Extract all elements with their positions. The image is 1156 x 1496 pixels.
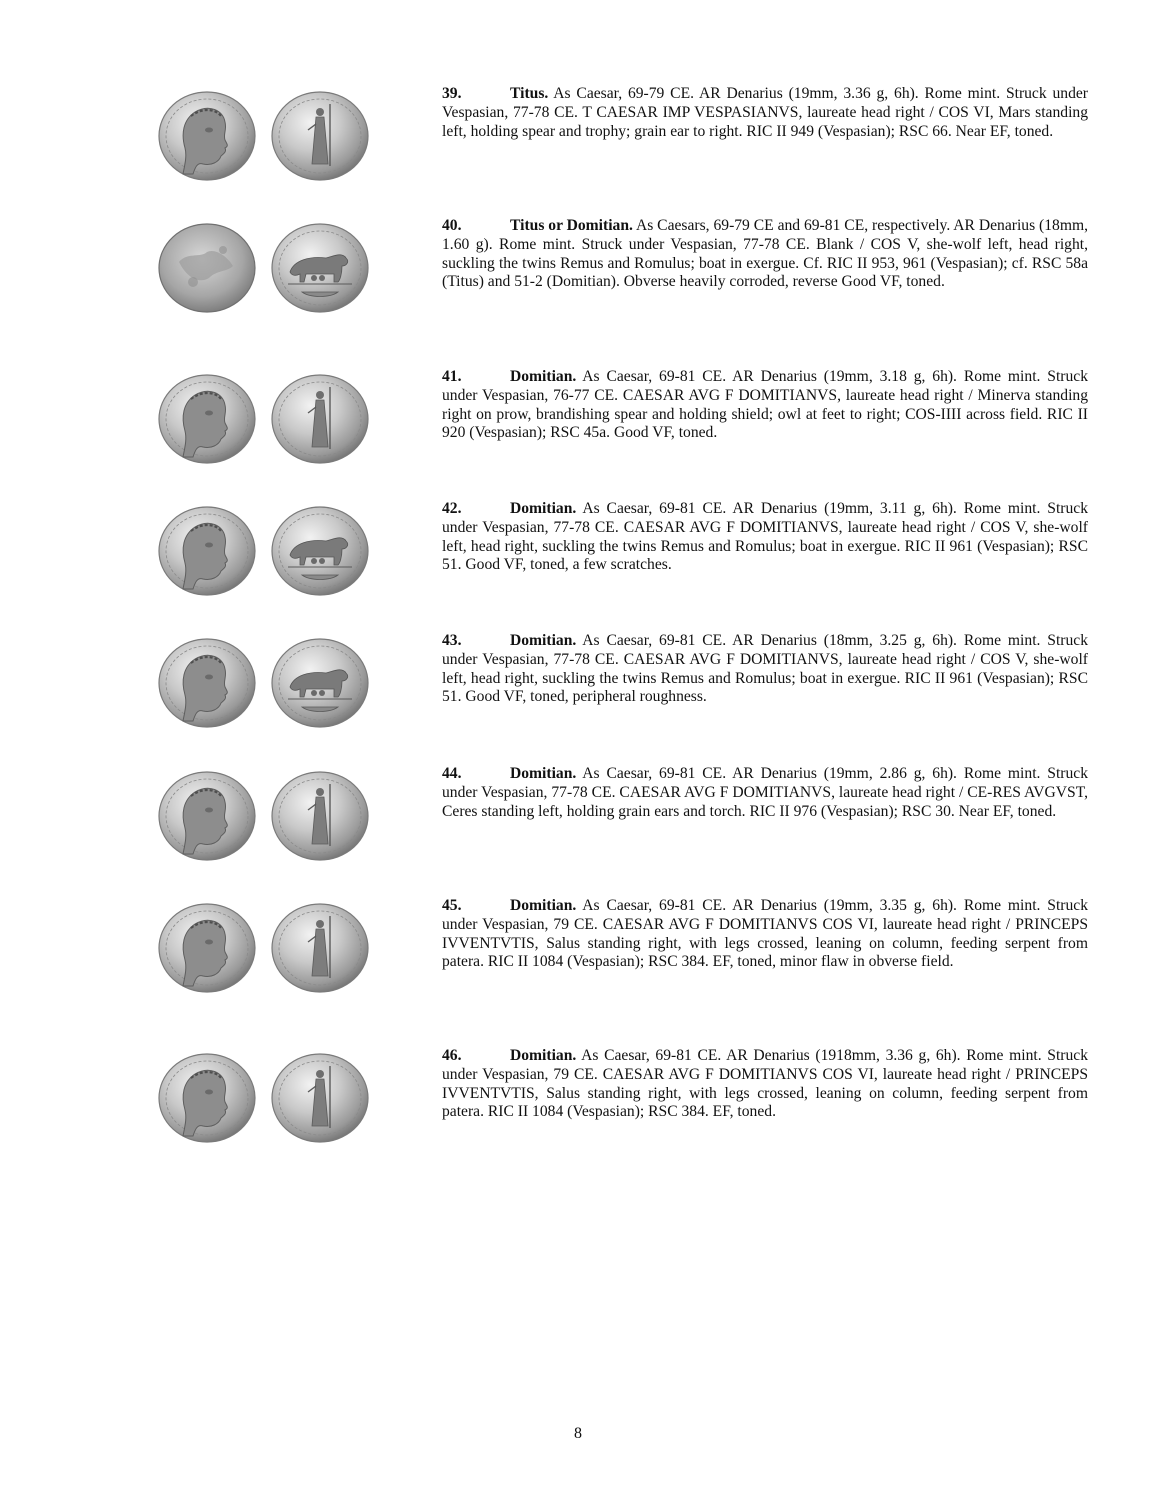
coin-images [150, 500, 380, 600]
coin-obverse-image [157, 222, 257, 314]
lot-description [442, 765, 1088, 821]
coin-images [150, 765, 380, 865]
coin-images [150, 368, 380, 468]
lot-description [442, 500, 1088, 575]
lot-entry [150, 500, 1090, 600]
lot-ruler: Titus or Domitian. [510, 217, 633, 234]
lot-number: 42. [442, 500, 462, 517]
lot-ruler: Domitian. [510, 897, 577, 914]
lot-number: 45. [442, 897, 462, 914]
lot-text: As Caesar, 69-81 CE. AR Denarius (1918mm, 3.36 g, 6h). Rome mint. Struck under Vespasian, 79 CE. CAESAR AVG F DOMITIANVS COS VI, laureate head right / PRINCEPS IVVENTVTIS, Salus standing right, with legs crossed, leaning on column, feeding serpent from patera. RIC II 1084 (Vespasian); RSC 384. EF, toned. [442, 1047, 1088, 1121]
lot-number: 39. [442, 85, 462, 102]
lot-entry [150, 1047, 1090, 1147]
coin-obverse-image [157, 902, 257, 994]
coin-obverse-image [157, 505, 257, 597]
lot-ruler: Domitian. [510, 500, 577, 517]
coin-reverse-image [270, 1052, 370, 1144]
lot-number: 40. [442, 217, 462, 234]
coin-reverse-image [270, 902, 370, 994]
lot-number: 43. [442, 632, 462, 649]
lot-entry [150, 368, 1090, 468]
lot-entry [150, 765, 1090, 865]
coin-reverse-image [270, 222, 370, 314]
lot-entry [150, 632, 1090, 732]
lot-ruler: Domitian. [510, 632, 577, 649]
page-number: 8 [574, 1425, 582, 1442]
lot-text: As Caesar, 69-81 CE. AR Denarius (19mm, 3.11 g, 6h). Rome mint. Struck under Vespasian, 77-78 CE. CAESAR AVG F DOMITIANVS, laureate head right / COS V, she-wolf left, head right, suckling the twins Remus and Romulus; boat in exergue. RIC II 961 (Vespasian); RSC 51. Good VF, toned, a few scratches. [442, 500, 1088, 574]
coin-images [150, 897, 380, 997]
coin-images [150, 632, 380, 732]
lot-ruler: Domitian. [510, 1047, 577, 1064]
coin-reverse-image [270, 373, 370, 465]
coin-images [150, 85, 380, 185]
coin-reverse-image [270, 770, 370, 862]
lot-description [442, 85, 1088, 141]
lot-entry [150, 85, 1090, 185]
lot-text: As Caesars, 69-79 CE and 69-81 CE, respectively. AR Denarius (18mm, 1.60 g). Rome mint. Struck under Vespasian, 77-78 CE. Blank / COS V, she-wolf left, head right, suckling the twins Remus and Romulus; boat in exergue. Cf. RIC II 953, 961 (Vespasian); cf. RSC 58a (Titus) and 51-2 (Domitian). Obverse heavily corroded, reverse Good VF, toned. [442, 217, 1088, 291]
lot-description [442, 368, 1088, 443]
lot-description [442, 1047, 1088, 1122]
coin-obverse-image [157, 90, 257, 182]
lot-description [442, 217, 1088, 292]
coin-reverse-image [270, 90, 370, 182]
coin-images [150, 217, 380, 317]
coin-obverse-image [157, 1052, 257, 1144]
lot-ruler: Domitian. [510, 368, 577, 385]
lot-description [442, 632, 1088, 707]
lot-text: As Caesar, 69-81 CE. AR Denarius (18mm, 3.25 g, 6h). Rome mint. Struck under Vespasian, 77-78 CE. CAESAR AVG F DOMITIANVS, laureate head right / COS V, she-wolf left, head right, suckling the twins Remus and Romulus; boat in exergue. RIC II 961 (Vespasian); RSC 51. Good VF, toned, peripheral roughness. [442, 632, 1088, 706]
lot-text: As Caesar, 69-81 CE. AR Denarius (19mm, 2.86 g, 6h). Rome mint. Struck under Vespasian, 77-78 CE. CAESAR AVG F DOMITIANVS, laureate head right / CE-RES AVGVST, Ceres standing left, holding grain ears and torch. RIC II 976 (Vespasian); RSC 30. Near EF, toned. [442, 765, 1088, 820]
lot-ruler: Domitian. [510, 765, 577, 782]
lot-description [442, 897, 1088, 972]
lot-number: 44. [442, 765, 462, 782]
coin-images [150, 1047, 380, 1147]
lot-text: As Caesar, 69-81 CE. AR Denarius (19mm, 3.18 g, 6h). Rome mint. Struck under Vespasian, 76-77 CE. CAESAR AVG F DOMITIANVS, laureate head right / Minerva standing right on prow, brandishing spear and holding shield; owl at feet to right; COS-IIII across field. RIC II 920 (Vespasian); RSC 45a. Good VF, toned. [442, 368, 1088, 442]
coin-reverse-image [270, 637, 370, 729]
lot-entry [150, 217, 1090, 317]
lot-ruler: Titus. [510, 85, 549, 102]
lot-text: As Caesar, 69-79 CE. AR Denarius (19mm, 3.36 g, 6h). Rome mint. Struck under Vespasian, 77-78 CE. T CAESAR IMP VESPASIANVS, laureate head right / COS VI, Mars standing left, holding spear and trophy; grain ear to right. RIC II 949 (Vespasian); RSC 66. Near EF, toned. [442, 85, 1088, 140]
lot-number: 41. [442, 368, 462, 385]
coin-obverse-image [157, 637, 257, 729]
coin-obverse-image [157, 770, 257, 862]
lot-number: 46. [442, 1047, 462, 1064]
coin-obverse-image [157, 373, 257, 465]
lot-text: As Caesar, 69-81 CE. AR Denarius (19mm, 3.35 g, 6h). Rome mint. Struck under Vespasian, 79 CE. CAESAR AVG F DOMITIANVS COS VI, laureate head right / PRINCEPS IVVENTVTIS, Salus standing right, with legs crossed, leaning on column, feeding serpent from patera. RIC II 1084 (Vespasian); RSC 384. EF, toned, minor flaw in obverse field. [442, 897, 1088, 971]
lot-entry [150, 897, 1090, 997]
coin-reverse-image [270, 505, 370, 597]
